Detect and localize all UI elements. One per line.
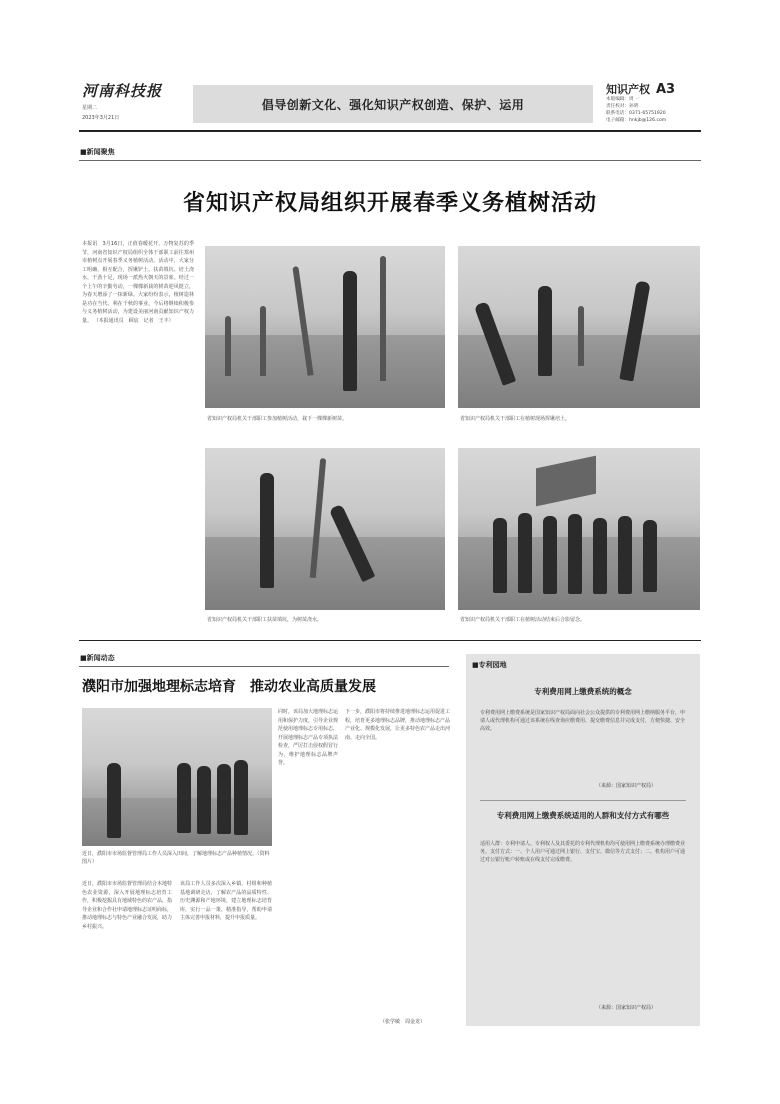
bottom-column-3: 同时，该局加大地理标志运用和保护力度，引导企业规范使用地理标志专用标志，开展地理标志产品专项执法检查，严厉打击侵权假冒行为，维护地理标志品牌声誉。 (278, 709, 338, 766)
photo-caption-field: 近日，濮阳市市场监督管理局工作人员深入田间，了解地理标志产品种植情况。（资料图片） (82, 851, 270, 865)
issue-line: 星期二 (82, 105, 98, 111)
editor-line: 联系电话：0371-65751920 (606, 111, 666, 116)
section-tag-patent: ■专利园地 (472, 661, 507, 669)
photo-field-visit (82, 708, 272, 846)
sidebar-article-1-title: 专利费用网上缴费系统的概念 (534, 687, 632, 696)
bottom-column-4: 下一步，濮阳市将持续推进地理标志运用促进工程，培育更多地理标志品牌，推动地理标志产品产业化、规模化发展，让更多特色农产品走出河南、走向全国。 (345, 709, 450, 741)
bottom-credit: （张学敏 周金龙） (380, 1019, 426, 1025)
editor-line: 本版编辑：周 一 (606, 97, 640, 102)
article-body (82, 240, 194, 620)
editor-line: 电子邮箱：hnkjb@126.com (606, 118, 667, 123)
editor-info (606, 96, 666, 124)
editor-line: 责任校对：孙明 (606, 104, 639, 109)
bottom-column-2: 该局工作人员多次深入乡镇、村组和种植基地调研走访，了解农产品的品质特性、历史渊源和产地环境，建立地理标志培育库，实行一品一策、精准指导，帮助申请主体完善申报材料，提升申报质量。 (180, 881, 272, 921)
newspaper-logo: 河南科技报 (82, 82, 163, 100)
photo-planting-1 (205, 246, 445, 408)
slogan-banner: 倡导创新文化、强化知识产权创造、保护、运用 (193, 85, 593, 123)
photo-caption-1: 省知识产权局机关干部职工参加植树活动，栽下一棵棵新树苗。 (207, 416, 348, 422)
photo-planting-3 (205, 448, 445, 610)
photo-caption-4: 省知识产权局机关干部职工在植树活动结束后合影留念。 (460, 617, 586, 623)
masthead-rule (79, 130, 701, 132)
photo-caption-3: 省知识产权局机关干部职工扶苗填坑，为树苗浇水。 (207, 617, 323, 623)
main-headline: 省知识产权局组织开展春季义务植树活动 (182, 191, 597, 216)
sub-headline: 濮阳市加强地理标志培育 推动农业高质量发展 (82, 679, 376, 695)
sidebar-divider (480, 800, 686, 801)
section-rule (79, 160, 701, 161)
patent-sidebar (466, 654, 700, 1026)
section-divider (79, 640, 701, 641)
section-rule (79, 666, 449, 667)
page-label (606, 81, 675, 97)
photo-planting-2 (458, 246, 700, 408)
bottom-column-1: 近日，濮阳市市场监督管理局结合本地特色农业资源，深入开展地理标志培育工作，积极挖掘具有地域特色的农产品，指导企业和合作社申请地理标志证明商标，推动地理标志与特色产业融合发展，助力乡村振兴。 (82, 881, 172, 930)
article-text: 本报讯 3月16日，正值春暖花开、万物复苏的季节，河南省知识产权局组织全体干部职工前往郑州市植树点开展春季义务植树活动。活动中，大家分工明确、相互配合，挥锹铲土、扶苗填坑、培土浇水，干劲十足，现场一派热火朝天的景象。经过一个上午的辛勤劳动，一棵棵新栽的树苗迎风挺立，为春天增添了一抹新绿。大家纷纷表示，植树造林是功在当代、利在千秋的事业，今后将继续积极参与义务植树活动，为建设美丽河南贡献知识产权力量。 (82, 241, 194, 324)
photo-group (458, 448, 700, 610)
sidebar-article-2-title: 专利费用网上缴费系统适用的人群和支付方式有哪些 (496, 811, 670, 820)
sidebar-article-1-text: 专利费用网上缴费系统是国家知识产权局面向社会公众提供的专利费用网上缴纳服务平台，申请人或代理机构可通过该系统在线查询应缴费用、提交缴费信息并完成支付，方便快捷、安全高效。 (480, 710, 686, 732)
section-name: 知识产权 (606, 83, 650, 96)
flag-shape (536, 456, 596, 507)
date-line: 2023年3月21日 (82, 115, 120, 121)
section-tag-news-updates: ■新闻动态 (80, 654, 115, 662)
page-number: A3 (656, 82, 676, 97)
section-tag-news-focus: ■新闻聚焦 (80, 148, 115, 156)
article-credit: （本报通讯员 顾宸 记者 王丰） (93, 317, 174, 324)
sidebar-article-1-credit: （来源：国家知识产权局） (596, 783, 657, 789)
sidebar-article-2-credit: （来源：国家知识产权局） (596, 1005, 657, 1011)
sidebar-article-2-text: 适用人群：专利申请人、专利权人及其委托的专利代理机构均可使用网上缴费系统办理缴费业务。支付方式：一、个人用户可通过网上银行、支付宝、微信等方式支付；二、机构用户可通过对公银行账户转账或在线支付完成缴费。 (480, 841, 686, 863)
photo-caption-2: 省知识产权局机关干部职工在植树现场挥锹培土。 (460, 416, 571, 422)
